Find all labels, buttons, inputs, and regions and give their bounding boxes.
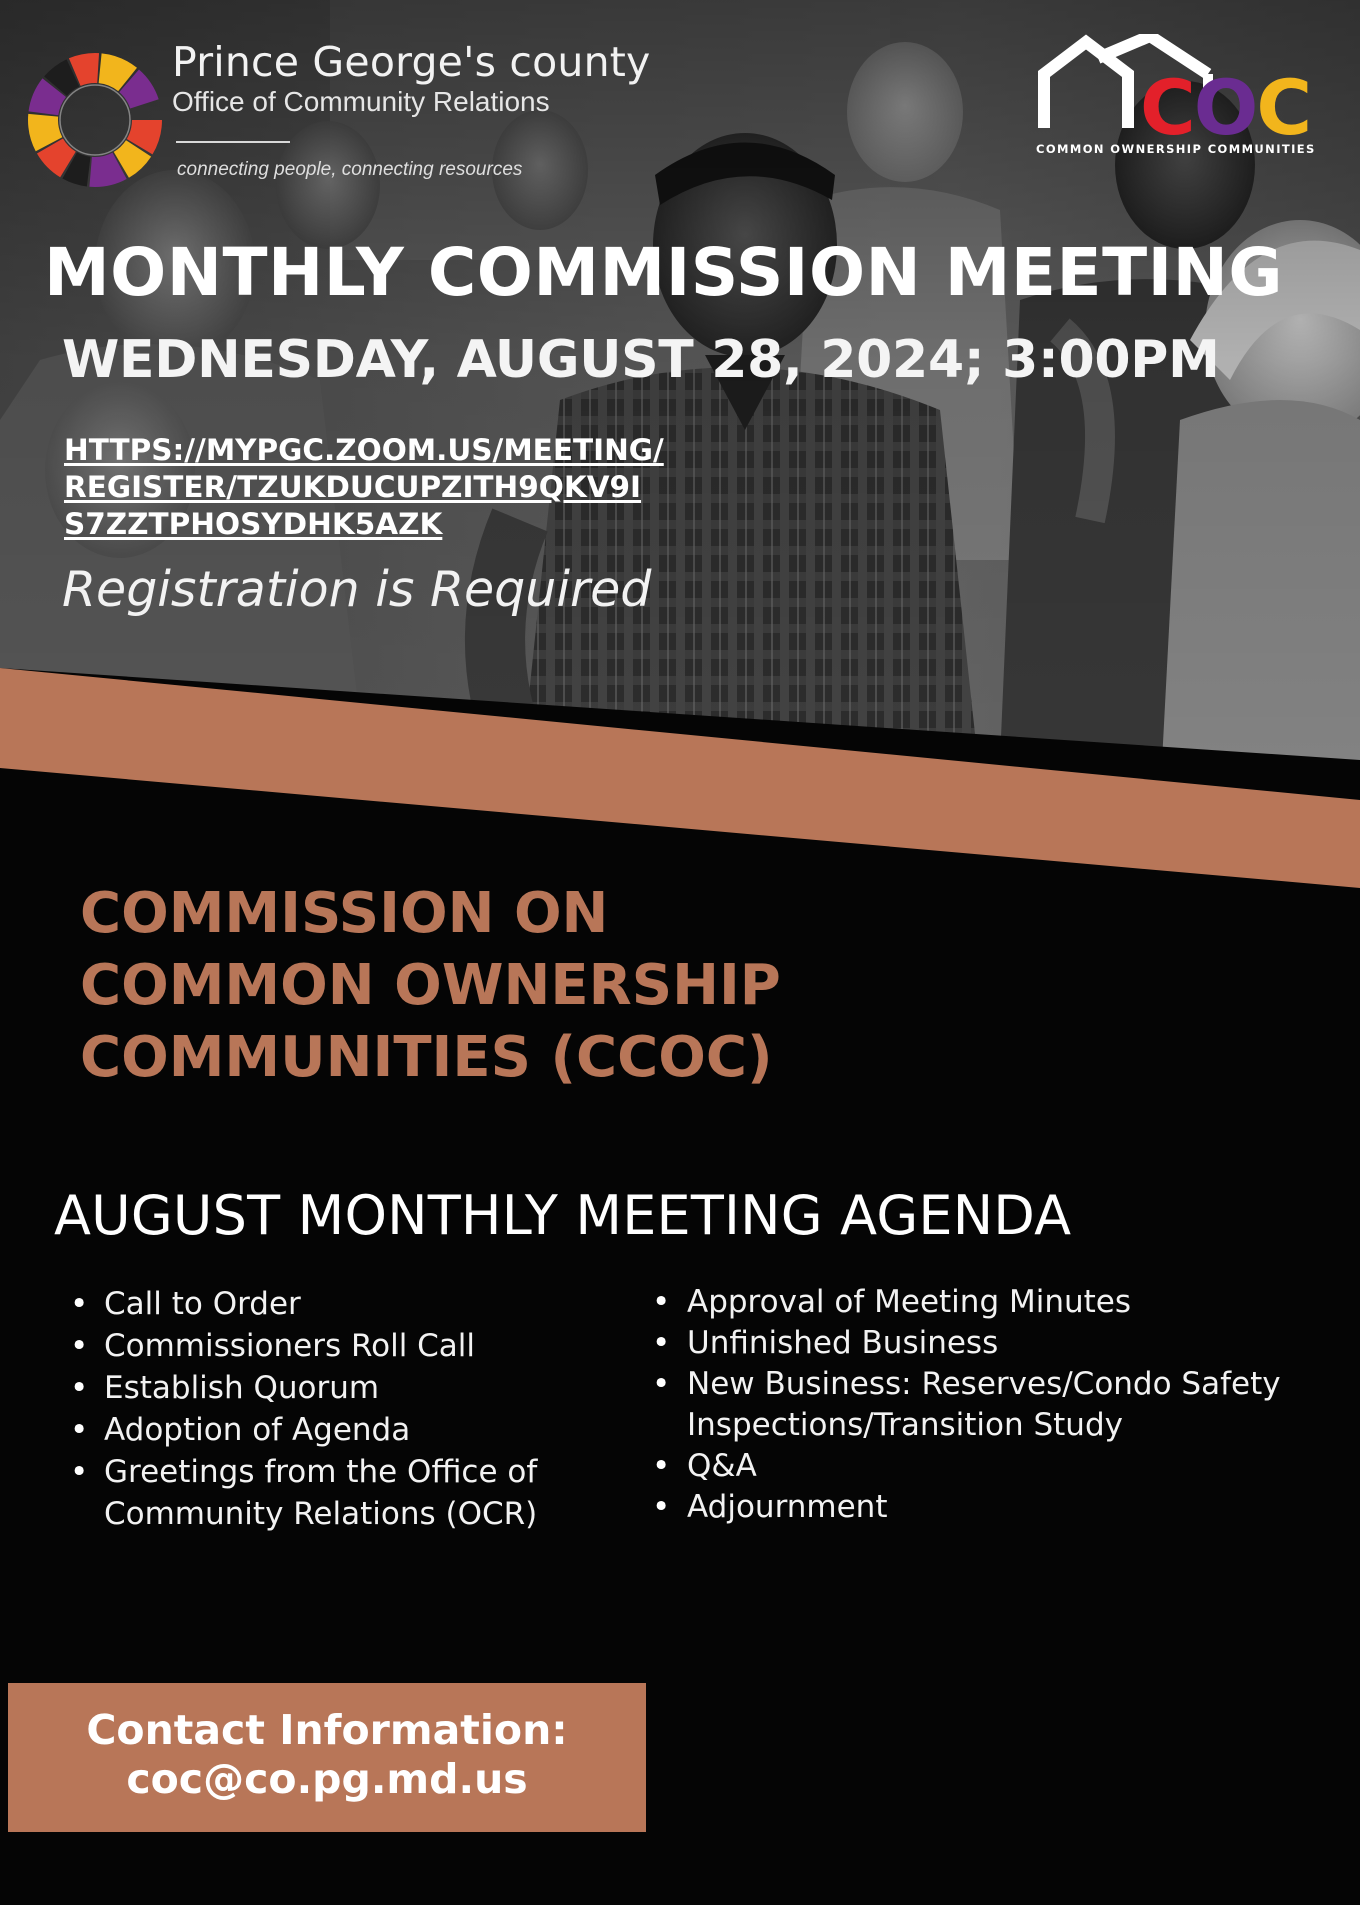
commission-name-line-1: COMMISSION ON [80,881,609,946]
org-name: Prince George's county [172,38,651,86]
divider [176,141,290,143]
agenda-item: • Adoption of Agenda [70,1409,630,1451]
agenda-item: • New Business: Reserves/Condo Safety [652,1364,1352,1405]
coc-logo-letters [1140,63,1311,152]
agenda-item: • Call to Order [70,1283,630,1325]
coc-letter-c1: C [1140,63,1194,152]
contact-label: Contact Information: [86,1706,568,1754]
registration-link-line-1: HTTPS://MYPGC.ZOOM.US/MEETING/ [64,433,664,467]
coc-letter-c2: C [1256,63,1311,152]
coc-caption: COMMON OWNERSHIP COMMUNITIES [1036,142,1316,156]
meeting-title: MONTHLY COMMISSION MEETING [44,234,1284,311]
agenda-item: • Commissioners Roll Call [70,1325,630,1367]
contact-email-link[interactable]: coc@co.pg.md.us [126,1755,528,1803]
agenda-item-continuation: Inspections/Transition Study [687,1407,1123,1443]
agenda-item: • Establish Quorum [70,1367,630,1409]
commission-name [80,878,781,1094]
agenda-item: • Greetings from the Office of [70,1451,630,1493]
coc-letter-o: O [1193,63,1257,152]
agenda-heading: AUGUST MONTHLY MEETING AGENDA [54,1184,1072,1247]
registration-note: Registration is Required [62,561,652,618]
registration-link-line-3: S7ZZTPHOSYDHK5AZK [64,507,443,541]
agenda-item: • Unfinished Business [652,1323,1352,1364]
org-tagline: connecting people, connecting resources [177,159,523,180]
commission-name-line-3: COMMUNITIES (CCOC) [80,1025,773,1090]
agenda-item: • Q&A [652,1446,1352,1487]
agenda-list-left [70,1283,630,1535]
agenda-item: • Adjournment [652,1487,1352,1528]
ring-emblem-icon [27,52,163,188]
agenda-list-right [652,1282,1352,1528]
commission-name-line-2: COMMON OWNERSHIP [80,953,781,1018]
agenda-item-continuation: Community Relations (OCR) [104,1496,538,1532]
registration-link[interactable] [64,432,724,543]
agenda-item: • Approval of Meeting Minutes [652,1282,1352,1323]
org-office: Office of Community Relations [172,86,550,117]
registration-link-line-2: REGISTER/TZUKDUCUPZITH9QKV9I [64,470,642,504]
meeting-datetime: WEDNESDAY, AUGUST 28, 2024; 3:00PM [62,330,1220,390]
